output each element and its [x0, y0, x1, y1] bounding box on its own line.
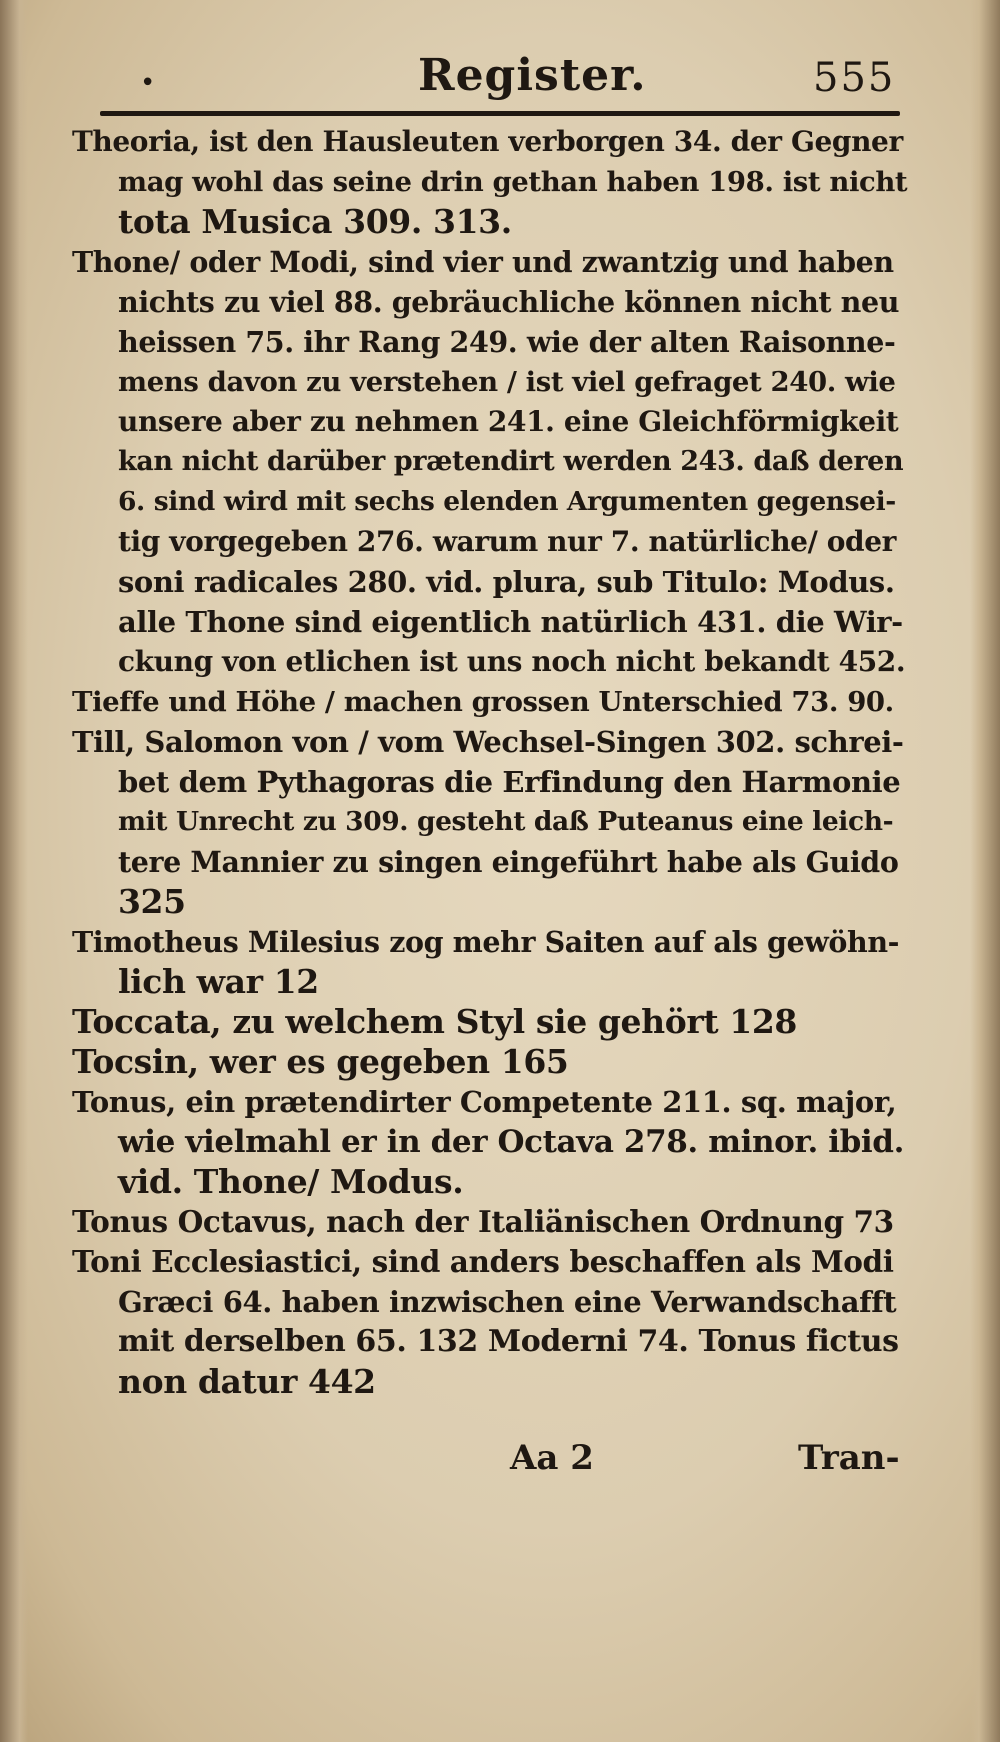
entry-headword-line: Tonus Octavus, nach der Italiänischen Ordnung 73: [72, 1204, 894, 1239]
entry-headword-line: Tonus, ein prætendirter Competente 211. sq. major,: [72, 1085, 897, 1119]
entry-headword-line: Theoria, ist den Hausleuten verborgen 34. der Gegner: [72, 125, 903, 158]
entry-continuation-line: wie vielmahl er in der Octava 278. minor. ibid.: [118, 1124, 904, 1160]
page-footer: [100, 1438, 900, 1488]
entry-continuation-line: tota Musica 309. 313.: [118, 202, 512, 241]
entry-continuation-line: soni radicales 280. vid. plura, sub Titulo: Modus.: [118, 565, 895, 599]
entry-continuation-line: heissen 75. ihr Rang 249. wie der alten Raisonne-: [118, 325, 896, 359]
entry-headword-line: Toccata, zu welchem Styl sie gehört 128: [72, 1002, 797, 1041]
entry-continuation-line: 325: [118, 882, 186, 921]
header-rule: [100, 111, 900, 116]
entry-continuation-line: non datur 442: [118, 1362, 376, 1401]
entry-headword-line: Toni Ecclesiastici, sind anders beschaffen als Modi: [72, 1244, 894, 1279]
entry-continuation-line: tere Mannier zu singen eingeführt habe als Guido: [118, 845, 899, 879]
page-right-edge: [970, 0, 1000, 1742]
entry-headword-line: Tocsin, wer es gegeben 165: [72, 1042, 569, 1081]
entry-headword-line: Timotheus Milesius zog mehr Saiten auf als gewöhn-: [72, 925, 900, 959]
entry-continuation-line: nichts zu viel 88. gebräuchliche können nicht neu: [118, 285, 900, 319]
catchword: Tran-: [798, 1438, 900, 1478]
signature-mark: Aa 2: [510, 1438, 594, 1478]
entry-continuation-line: kan nicht darüber prætendirt werden 243. daß deren: [118, 446, 904, 477]
page-number: 555: [813, 55, 896, 101]
entry-continuation-line: tig vorgegeben 276. warum nur 7. natürliche/ oder: [118, 525, 896, 558]
entry-continuation-line: ckung von etlichen ist uns noch nicht bekandt 452.: [118, 645, 906, 678]
page-left-edge: [0, 0, 28, 1742]
entry-continuation-line: alle Thone sind eigentlich natürlich 431. die Wir-: [118, 605, 903, 639]
entry-headword-line: Till, Salomon von / vom Wechsel-Singen 302. schrei-: [72, 725, 904, 759]
running-head: Register.: [418, 50, 647, 101]
entry-headword-line: Thone/ oder Modi, sind vier und zwantzig und haben: [72, 245, 894, 279]
entry-headword-line: Tieffe und Höhe / machen grossen Unterschied 73. 90.: [72, 686, 894, 718]
header-dot: •: [140, 68, 156, 98]
entry-continuation-line: lich war 12: [118, 962, 319, 1001]
entry-continuation-line: 6. sind wird mit sechs elenden Argumenten gegensei-: [118, 486, 896, 517]
page-header: [100, 50, 900, 110]
entry-continuation-line: unsere aber zu nehmen 241. eine Gleichförmigkeit: [118, 405, 899, 438]
register-entries: [72, 122, 907, 1402]
entry-continuation-line: bet dem Pythagoras die Erfindung den Harmonie: [118, 765, 901, 799]
entry-continuation-line: Græci 64. haben inzwischen eine Verwandschafft: [118, 1285, 897, 1319]
entry-continuation-line: mens davon zu verstehen / ist viel gefraget 240. wie: [118, 366, 896, 398]
entry-continuation-line: vid. Thone/ Modus.: [118, 1162, 464, 1201]
entry-continuation-line: mit derselben 65. 132 Moderni 74. Tonus fictus: [118, 1324, 899, 1359]
entry-continuation-line: mit Unrecht zu 309. gesteht daß Puteanus eine leich-: [118, 806, 894, 837]
entry-continuation-line: mag wohl das seine drin gethan haben 198. ist nicht: [118, 166, 908, 198]
